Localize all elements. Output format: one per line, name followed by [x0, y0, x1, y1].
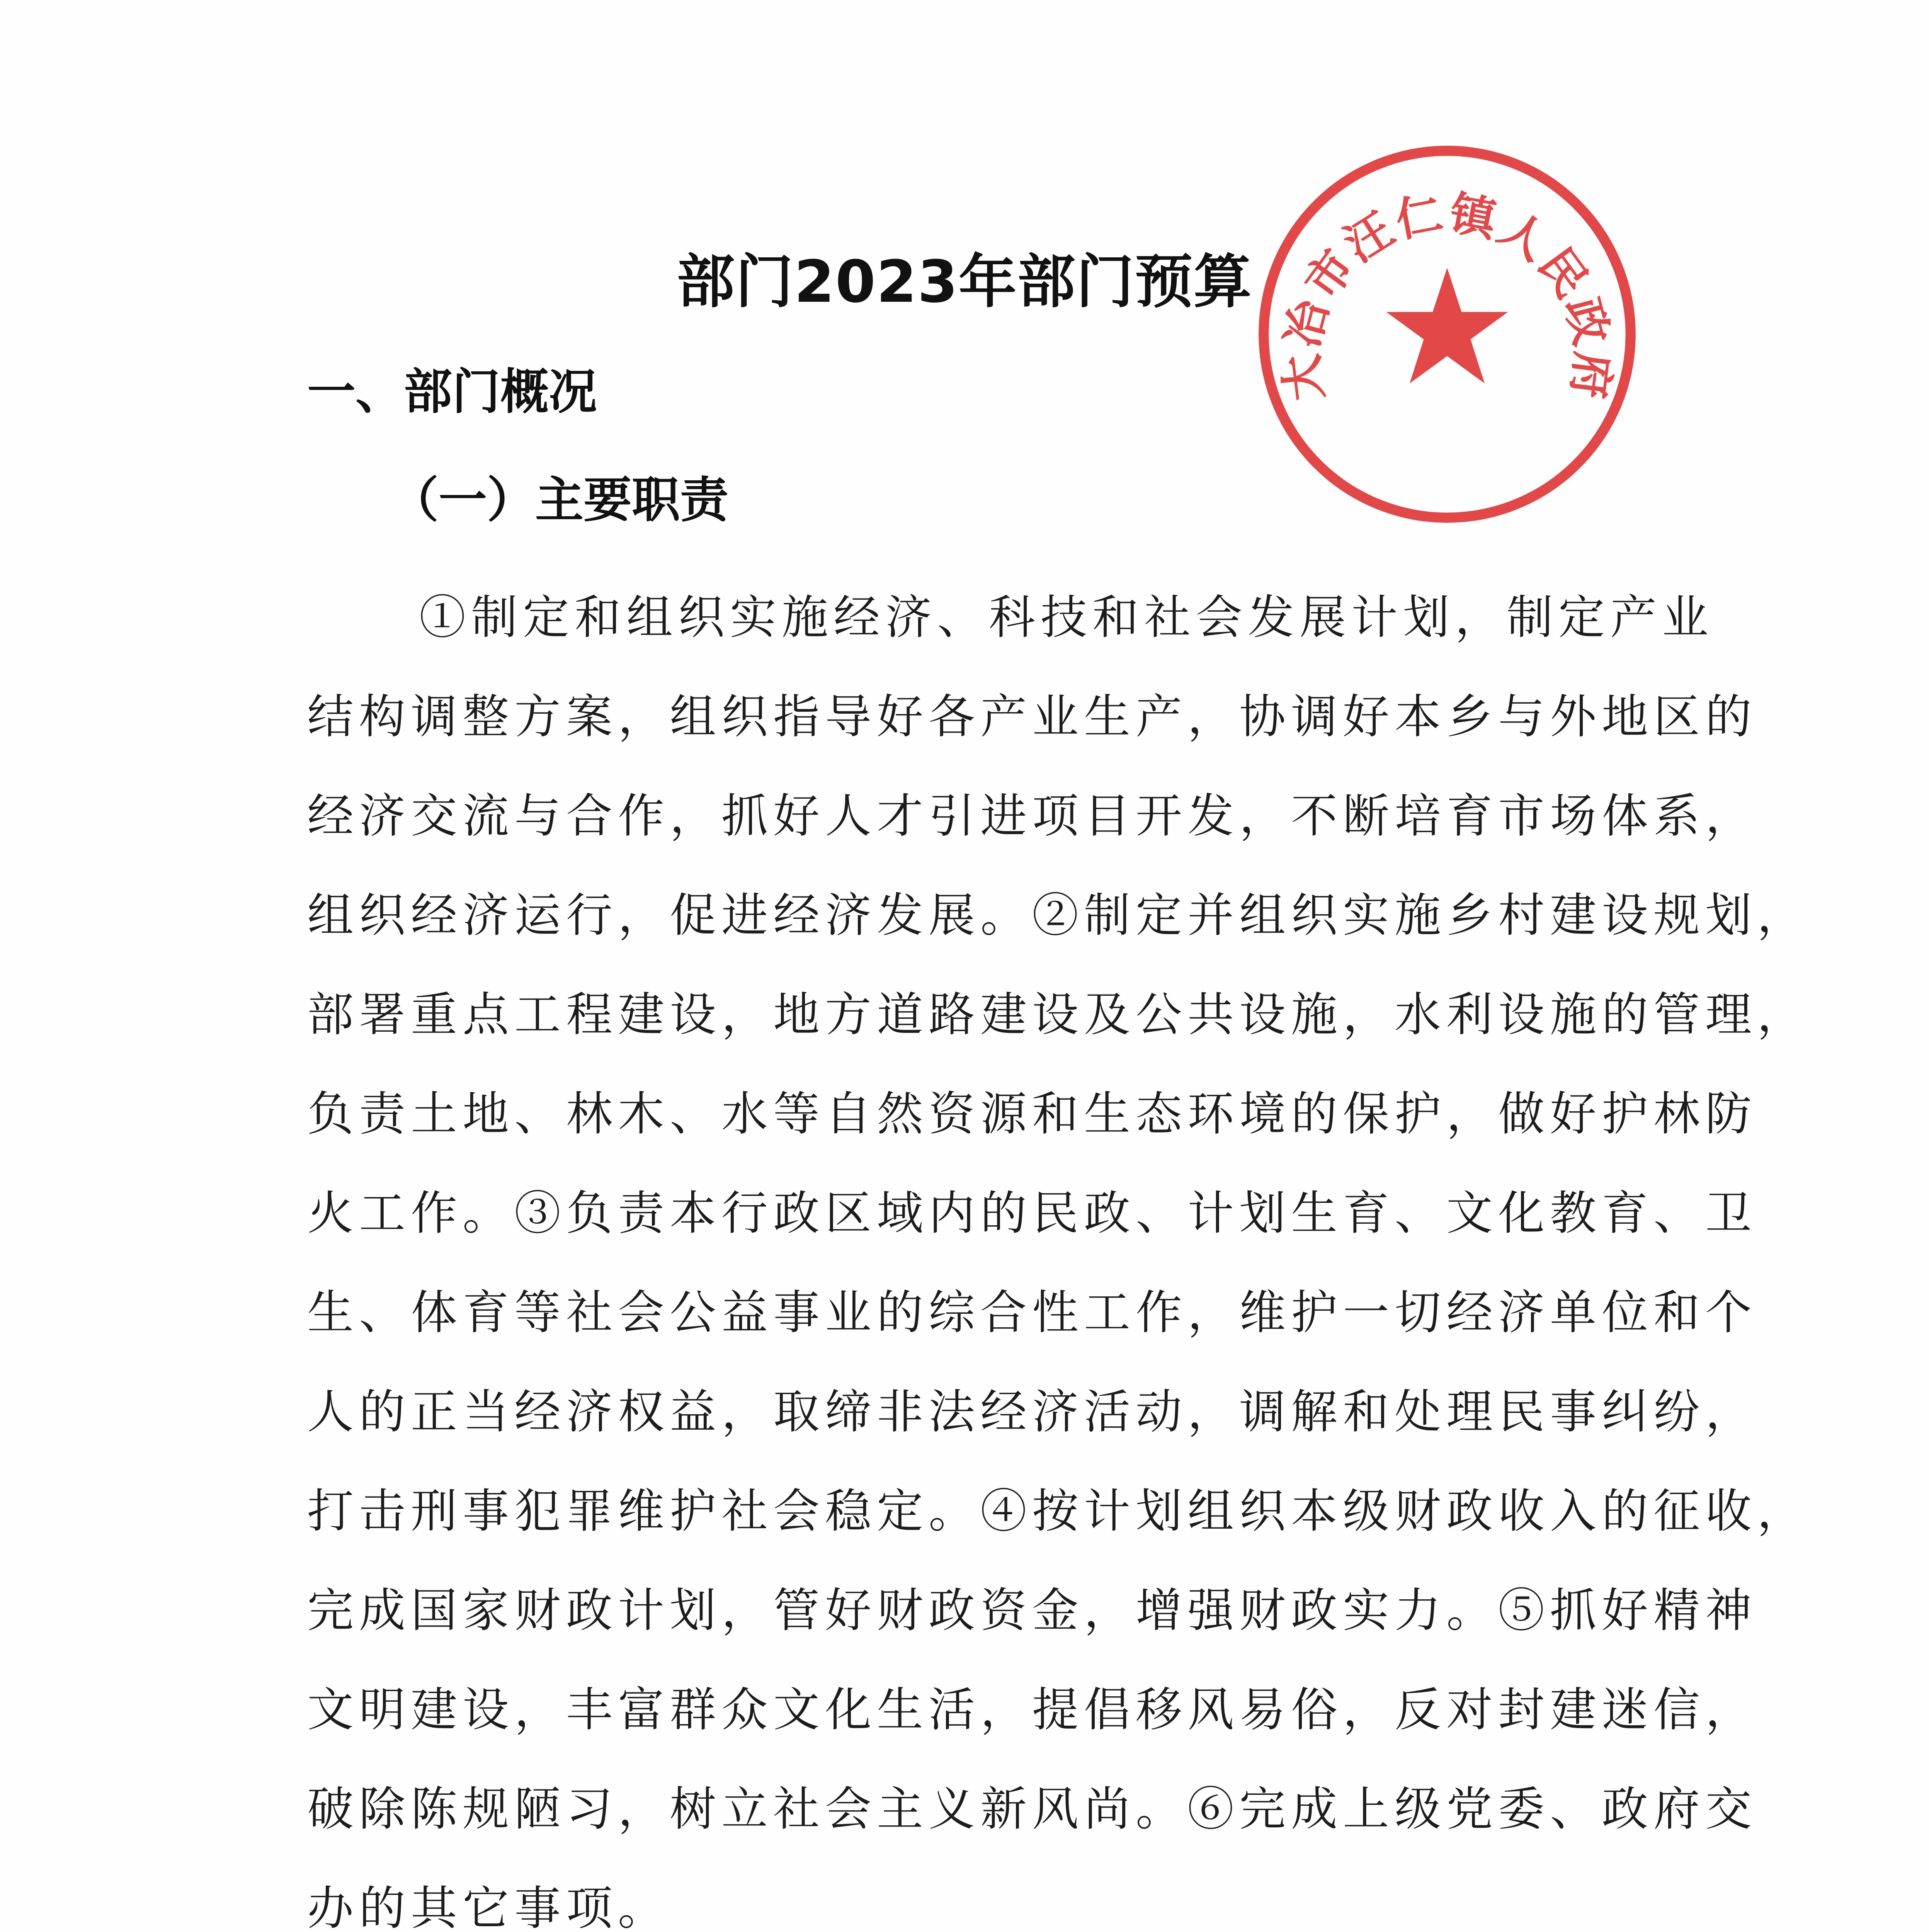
paragraph-line: 办的其它事项。	[307, 1882, 670, 1932]
paragraph-line: 完成国家财政计划，管好财政资金，增强财政实力。⑤抓好精神	[307, 1584, 1757, 1638]
paragraph-line: 部署重点工程建设，地方道路建设及公共设施，水利设施的管理，	[307, 988, 1809, 1042]
paragraph-line: 火工作。③负责本行政区域内的民政、计划生育、文化教育、卫	[307, 1187, 1757, 1240]
duties-paragraph	[307, 568, 1809, 1932]
paragraph-line: 人的正当经济权益，取缔非法经济活动，调解和处理民事纠纷，	[307, 1385, 1757, 1439]
subsection-heading-duties: （一）主要职责	[390, 472, 728, 528]
paragraph-line: 破除陈规陋习，树立社会主义新风尚。⑥完成上级党委、政府交	[307, 1782, 1757, 1836]
paragraph-line: 生、体育等社会公益事业的综合性工作，维护一切经济单位和个	[307, 1286, 1757, 1340]
document-title: 部门2023年部门预算	[677, 248, 1252, 316]
paragraph-line: 组织经济运行，促进经济发展。②制定并组织实施乡村建设规划，	[307, 889, 1809, 942]
official-seal-stamp	[1252, 139, 1642, 529]
seal-star-icon	[1386, 268, 1508, 383]
paragraph-line: 结构调整方案，组织指导好各产业生产，协调好本乡与外地区的	[307, 690, 1757, 744]
seal-text-path: 大冶市汪仁镇人民政府	[1274, 186, 1620, 404]
paragraph-line: 负责土地、林木、水等自然资源和生态环境的保护，做好护林防	[307, 1087, 1757, 1141]
paragraph-line: 文明建设，丰富群众文化生活，提倡移风易俗，反对封建迷信，	[307, 1683, 1757, 1737]
section-heading-overview: 一、部门概况	[307, 364, 597, 420]
paragraph-line: 经济交流与合作，抓好人才引进项目开发，不断培育市场体系，	[307, 789, 1757, 843]
paragraph-line: 打击刑事犯罪维护社会稳定。④按计划组织本级财政收入的征收，	[307, 1485, 1809, 1538]
paragraph-line: ①制定和组织实施经济、科技和社会发展计划，制定产业	[419, 591, 1714, 645]
